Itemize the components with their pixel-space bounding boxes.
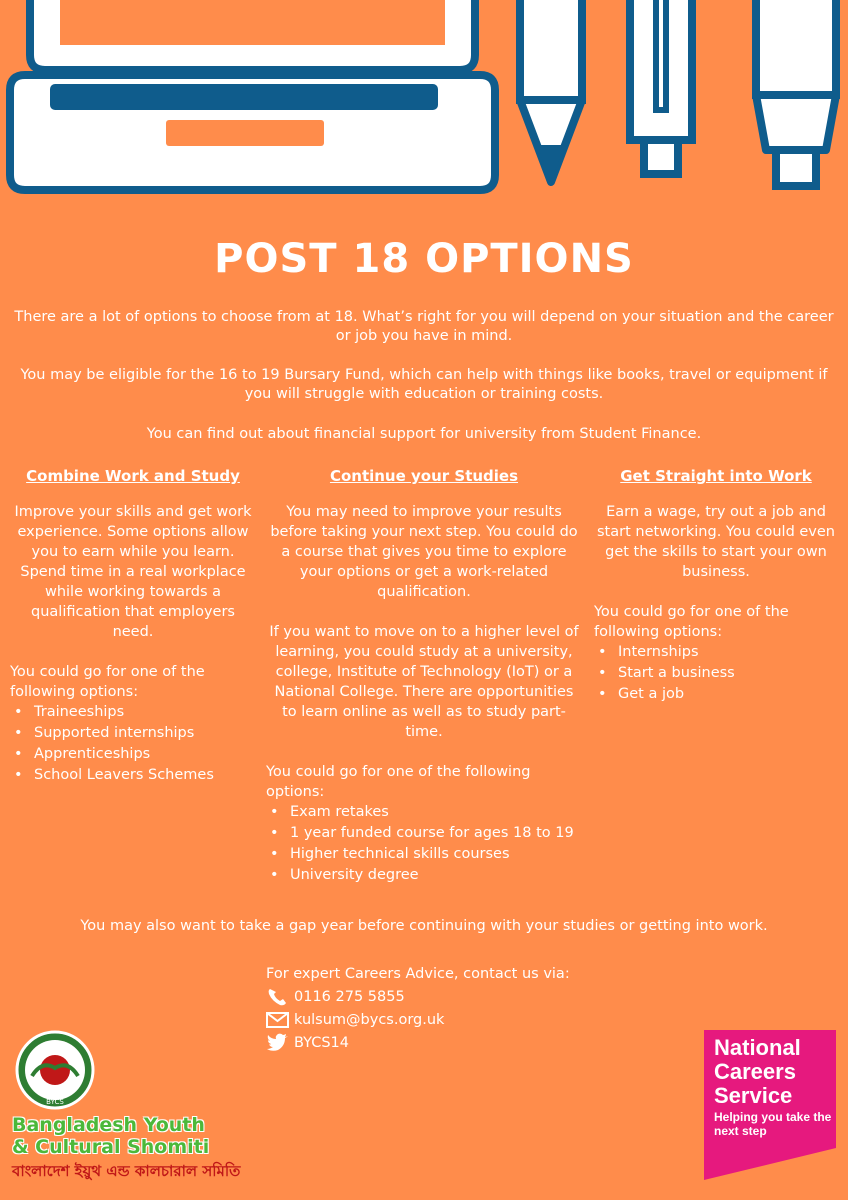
options-list <box>266 802 582 886</box>
list-item: • School Leavers Schemes <box>10 765 256 786</box>
contact-email[interactable] <box>266 1008 570 1031</box>
email-address: kulsum@bycs.org.uk <box>294 1011 445 1028</box>
marker-icon <box>756 0 836 186</box>
list-item: • Internships <box>594 642 838 663</box>
column-heading: Get Straight into Work <box>620 467 812 485</box>
page-title: POST 18 OPTIONS <box>214 236 634 282</box>
options-intro: You could go for one of the following options: <box>594 604 789 640</box>
ncs-tagline: Helping you take the next step <box>714 1110 832 1138</box>
national-careers-service-logo <box>704 1030 836 1180</box>
pen-icon <box>630 0 692 174</box>
bycs-name-line2: & Cultural Shomiti <box>12 1136 210 1158</box>
column-continue-studies <box>266 466 582 886</box>
bycs-logo <box>12 1030 252 1185</box>
column-paragraph: Earn a wage, try out a job and start networking. You could even get the skills to start your own business. <box>597 504 835 580</box>
list-item: • Higher technical skills courses <box>266 844 582 865</box>
options-intro: You could go for one of the following options: <box>10 664 205 700</box>
twitter-handle: BYCS14 <box>294 1034 349 1051</box>
column-heading: Continue your Studies <box>329 467 519 485</box>
intro-paragraph: There are a lot of options to choose from at 18. What’s right for you will depend on your situation and the career or job you have in mind. <box>14 309 834 344</box>
column-heading: Combine Work and Study <box>26 467 240 485</box>
options-list <box>594 642 838 705</box>
list-item: • Exam retakes <box>266 802 582 823</box>
gap-year-note: You may also want to take a gap year before continuing with your studies or getting into work. <box>80 918 768 934</box>
laptop-icon <box>10 0 495 190</box>
pencil-icon <box>520 0 582 182</box>
column-paragraph: You may need to improve your results before taking your next step. You could do a course that gives you time to explore your options or get a work-related qualification. <box>270 504 578 600</box>
contact-heading: For expert Careers Advice, contact us via: <box>266 965 570 982</box>
column-straight-into-work <box>594 466 838 705</box>
phone-icon <box>266 987 290 1007</box>
column-paragraph: If you want to move on to a higher level of learning, you could study at a university, college, Institute of Technology (IoT) or a National College. There are opportunities to learn online as well as to study part-time. <box>269 624 579 740</box>
envelope-icon <box>266 1010 290 1030</box>
list-item: • Get a job <box>594 684 838 705</box>
list-item: • Start a business <box>594 663 838 684</box>
options-intro: You could go for one of the following options: <box>266 764 531 800</box>
list-item: • Apprenticeships <box>10 744 256 765</box>
twitter-icon <box>266 1033 290 1053</box>
column-combine-work-study <box>10 466 256 786</box>
list-item: • Supported internships <box>10 723 256 744</box>
column-paragraph: Improve your skills and get work experience. Some options allow you to earn while you learn. Spend time in a real workplace while working towards a qualification that employers need. <box>14 504 252 640</box>
options-list <box>10 702 256 786</box>
bycs-name-line1: Bangladesh Youth <box>12 1114 205 1136</box>
intro-paragraph: You may be eligible for the 16 to 19 Bursary Fund, which can help with things like books, travel or equipment if you will struggle with education or training costs. <box>20 367 828 402</box>
contact-phone[interactable] <box>266 985 570 1008</box>
contact-block <box>266 962 570 1054</box>
list-item: • 1 year funded course for ages 18 to 19 <box>266 823 582 844</box>
stationery-illustration <box>0 0 848 200</box>
bycs-bengali-name: বাংলাদেশ ইয়ুথ এন্ড কালচারাল সমিতি <box>12 1162 241 1180</box>
seal-label: BYCS <box>46 1098 64 1106</box>
contact-twitter[interactable] <box>266 1031 570 1054</box>
phone-number: 0116 275 5855 <box>294 988 405 1005</box>
ncs-title: National Careers Service <box>714 1035 801 1108</box>
intro-paragraph: You can find out about financial support for university from Student Finance. <box>146 426 702 442</box>
list-item: • Traineeships <box>10 702 256 723</box>
bycs-seal-icon <box>12 1030 98 1110</box>
list-item: • University degree <box>266 865 582 886</box>
